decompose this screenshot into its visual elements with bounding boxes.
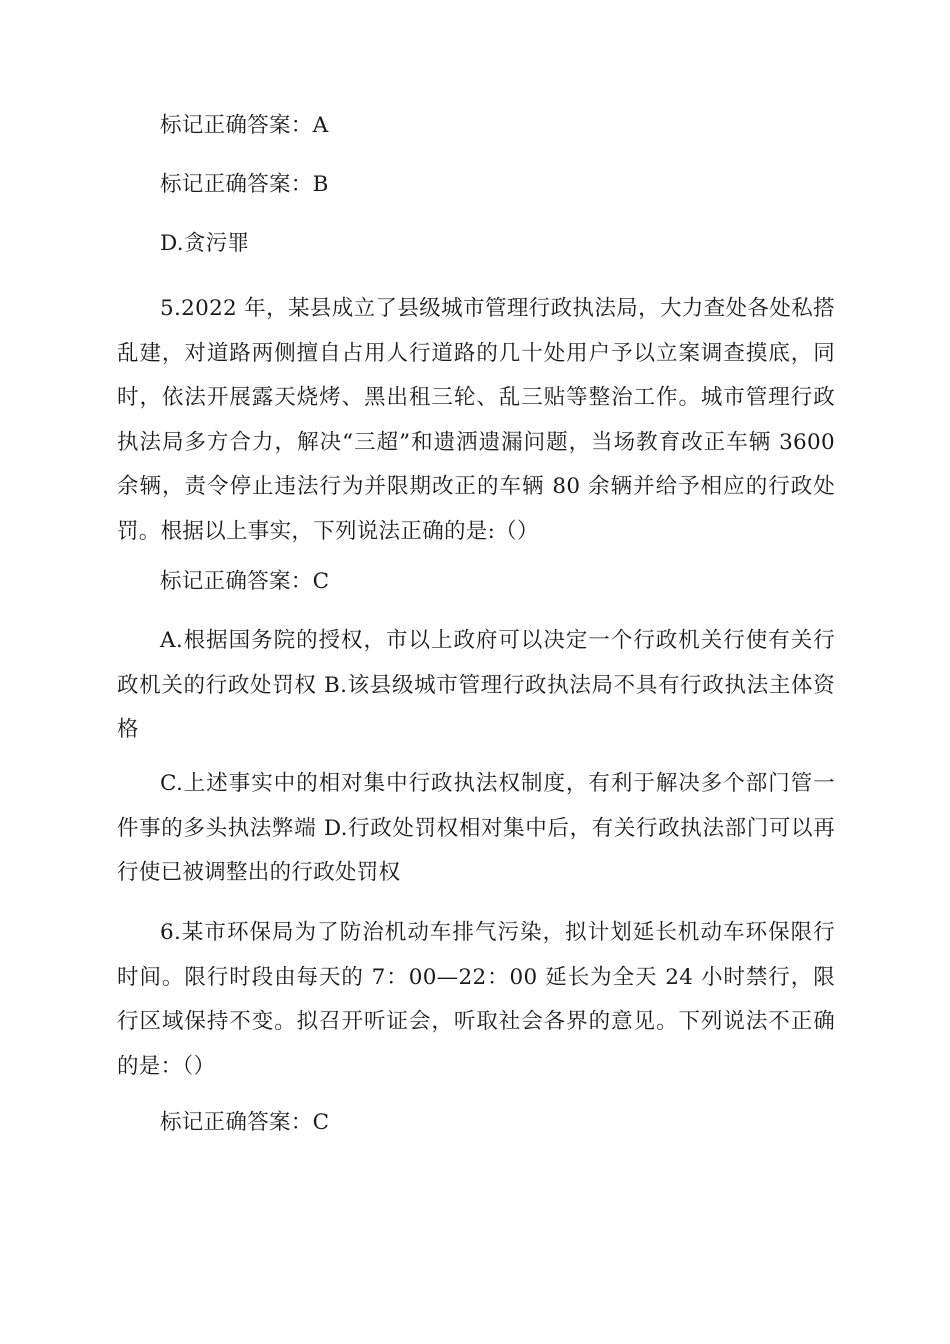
option-d-embezzlement: D.贪污罪	[160, 231, 250, 256]
answer-mark-a: 标记正确答案：A	[160, 113, 329, 138]
answer-mark-b: 标记正确答案：B	[160, 172, 329, 197]
options-a-b: A.根据国务院的授权，市以上政府可以决定一个行政机关行使有关行政机关的行政处罚权 B.该县级城市管理行政执法局不具有行政执法主体资格	[117, 628, 835, 742]
answer-mark-c-q6: 标记正确答案：C	[160, 1110, 330, 1135]
question-5-text: 5.2022 年，某县成立了县级城市管理行政执法局，大力查处各处私搭乱建，对道路两侧擅自占用人行道路的几十处用户予以立案调查摸底，同时，依法开展露天烧烤、黑出租三轮、乱三贴等整治工作。城市管理行政执法局多方合力，解决“三超”和遗洒遗漏问题，当场教育改正车辆 3600 余辆，责令停止违法行为并限期改正的车辆 80 余辆并给予相应的行政处罚。根据以上事实，下列说法正确的是:（）	[117, 296, 835, 544]
options-c-d: C.上述事实中的相对集中行政执法权制度，有利于解决多个部门管一件事的多头执法弊端 D.行政处罚权相对集中后，有关行政执法部门可以再行使已被调整出的行政处罚权	[117, 771, 835, 885]
question-6-text: 6.某市环保局为了防治机动车排气污染，拟计划延长机动车环保限行时间。限行时段由每天的 7：00—22：00 延长为全天 24 小时禁行，限行区域保持不变。拟召开听证会，听取社会各界的意见。下列说法不正确的是：（）	[117, 920, 835, 1079]
answer-mark-c-q5: 标记正确答案：C	[160, 569, 330, 594]
